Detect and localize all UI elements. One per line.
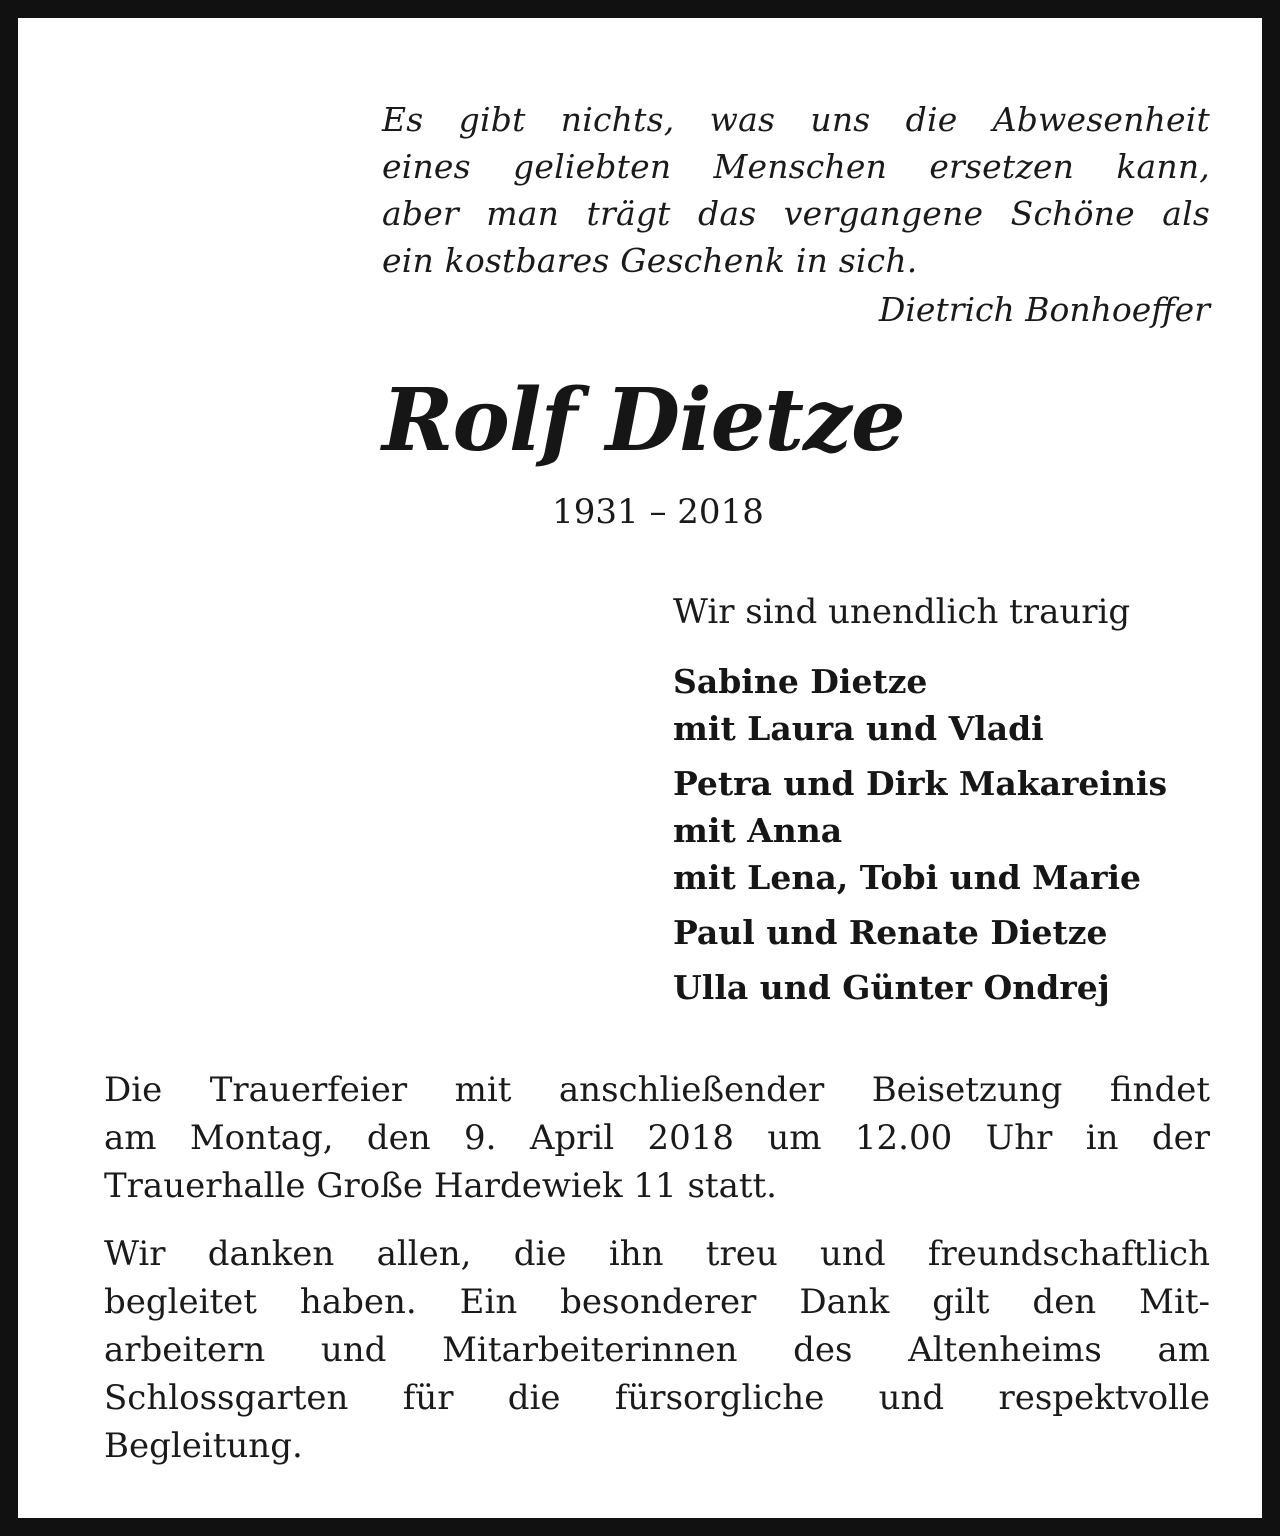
epigraph-quote: [382, 96, 1210, 284]
quote-line: ein kostbares Geschenk in sich.: [382, 241, 918, 280]
quote-author: Dietrich Bonhoeffer: [878, 290, 1210, 329]
family-member: mit Lena, Tobi und Marie: [673, 858, 1141, 897]
thanks-line: Wir danken allen, die ihn treu und freundschaftlich: [104, 1234, 1210, 1274]
thanks-line: begleitet haben. Ein besonderer Dank gilt den Mit-: [104, 1282, 1210, 1322]
ceremony-line: Die Trauerfeier mit anschließender Beisetzung findet: [104, 1070, 1210, 1110]
quote-line: eines geliebten Menschen ersetzen kann,: [382, 147, 1210, 186]
family-member: mit Anna: [673, 811, 843, 850]
quote-line: aber man trägt das vergangene Schöne als: [382, 194, 1210, 233]
family-group: [673, 658, 1233, 752]
ceremony-line: am Montag, den 9. April 2018 um 12.00 Uhr in der: [104, 1118, 1210, 1158]
family-member: Sabine Dietze: [673, 662, 928, 701]
ceremony-line: Trauerhalle Große Hardewiek 11 statt.: [104, 1166, 777, 1206]
thanks-line: Schlossgarten für die fürsorgliche und respektvolle: [104, 1378, 1210, 1418]
family-list: [673, 658, 1233, 1019]
life-years: 1931 – 2018: [552, 492, 764, 532]
family-member: Petra und Dirk Makareinis: [673, 764, 1168, 803]
family-group: [673, 909, 1233, 956]
mourning-statement: Wir sind unendlich traurig: [673, 592, 1131, 632]
thanks-line: arbeitern und Mitarbeiterinnen des Altenheims am: [104, 1330, 1210, 1370]
thanks-notice: [104, 1230, 1210, 1470]
family-group: [673, 760, 1233, 901]
family-member: mit Laura und Vladi: [673, 709, 1044, 748]
family-group: [673, 964, 1233, 1011]
family-member: Ulla und Günter Ondrej: [673, 968, 1110, 1007]
ceremony-notice: [104, 1066, 1210, 1210]
quote-line: Es gibt nichts, was uns die Abwesenheit: [382, 100, 1210, 139]
family-member: Paul und Renate Dietze: [673, 913, 1108, 952]
deceased-name: Rolf Dietze: [382, 370, 905, 471]
thanks-line: Begleitung.: [104, 1426, 303, 1466]
